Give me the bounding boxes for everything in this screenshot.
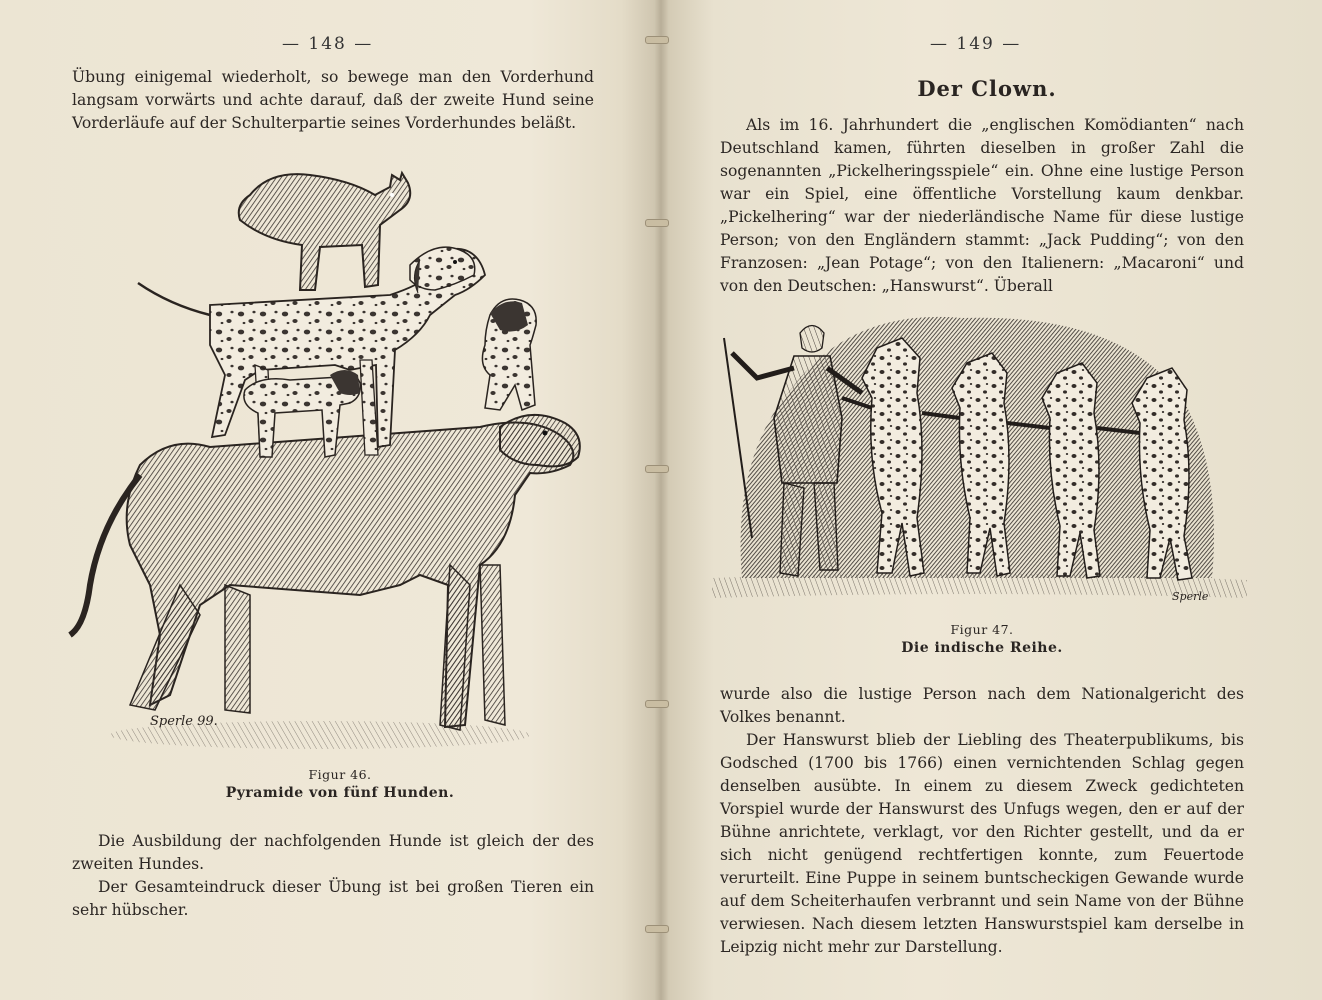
figure-46-caption [90, 767, 590, 801]
figure-title: Die indische Reihe. [901, 640, 1063, 656]
chapter-heading: Der Clown. [917, 76, 1057, 101]
paragraph: Als im 16. Jahrhundert die „englischen Komödianten“ nach Deutschland kamen, führten dieselben in großer Zahl die sogenannten „Pickelheringsspiele“ ein. Ohne eine lustige Person war ein Spiel, eine öffentliche Vorstellung kaum denkbar. „Pickelhering“ war der niederländische Name für diese lustige Person; von den Engländern stammt: „Jack Pudding“; von den Franzosen: „Jean Potage“; von den Italienern: „Macaroni“ und von den Deutschen: „Hanswurst“. Überall [720, 116, 1244, 295]
paragraph: Der Hanswurst blieb der Liebling des Theaterpublikums, bis Godsched (1700 bis 1766) einen vernichtenden Schlag gegen denselben ausübte. In einem zu diesem Zweck gedichteten Vorspiel wurde der Hanswurst des Unfugs wegen, den er auf der Bühne anrichtete, verklagt, vor den Richter gestellt, und da er sich nicht genügend rechtfertigen konnte, zum Feuertode verurteilt. Eine Puppe in seinem buntscheckigen Gewande wurde auf dem Scheiterhaufen verbrannt und sein Name von der Bühne verwiesen. Nach diesem letzten Hanswurstspiel kam derselbe in Leipzig nicht mehr zur Darstellung. [720, 731, 1244, 956]
top-paragraph [720, 114, 1244, 298]
dog-pyramid-drawing [60, 165, 590, 765]
paragraph: Der Gesamteindruck dieser Übung ist bei großen Tieren ein sehr hübscher. [72, 878, 594, 919]
bottom-paragraphs [72, 830, 594, 922]
paragraph: Die Ausbildung der nachfolgenden Hunde ist gleich der des zweiten Hundes. [72, 832, 594, 873]
figure-label: Figur 47. [950, 622, 1014, 637]
figure-47-illustration [702, 298, 1252, 618]
left-page [0, 0, 640, 1000]
bottom-paragraphs [720, 683, 1244, 959]
paragraph: wurde also die lustige Person nach dem Nationalgericht des Volkes benannt. [720, 685, 1244, 726]
figure-title: Pyramide von fünf Hunden. [225, 785, 455, 801]
paragraph: Übung einigemal wiederholt, so bewege man den Vorderhund langsam vorwärts und achte darauf, daß der zweite Hund seine Vorderläufe auf der Schulterpartie seines Vorderhundes beläßt. [72, 68, 594, 132]
page-number: — 149 — [930, 34, 1022, 54]
right-page [652, 0, 1322, 1000]
figure-label: Figur 46. [308, 767, 372, 782]
artist-signature: Sperle [1172, 590, 1209, 603]
figure-47-caption [732, 622, 1232, 656]
indian-row-drawing [702, 298, 1252, 618]
page-number: — 148 — [282, 34, 374, 54]
figure-46-illustration [60, 165, 590, 765]
artist-signature: Sperle 99. [150, 714, 218, 729]
top-paragraph [72, 66, 594, 135]
